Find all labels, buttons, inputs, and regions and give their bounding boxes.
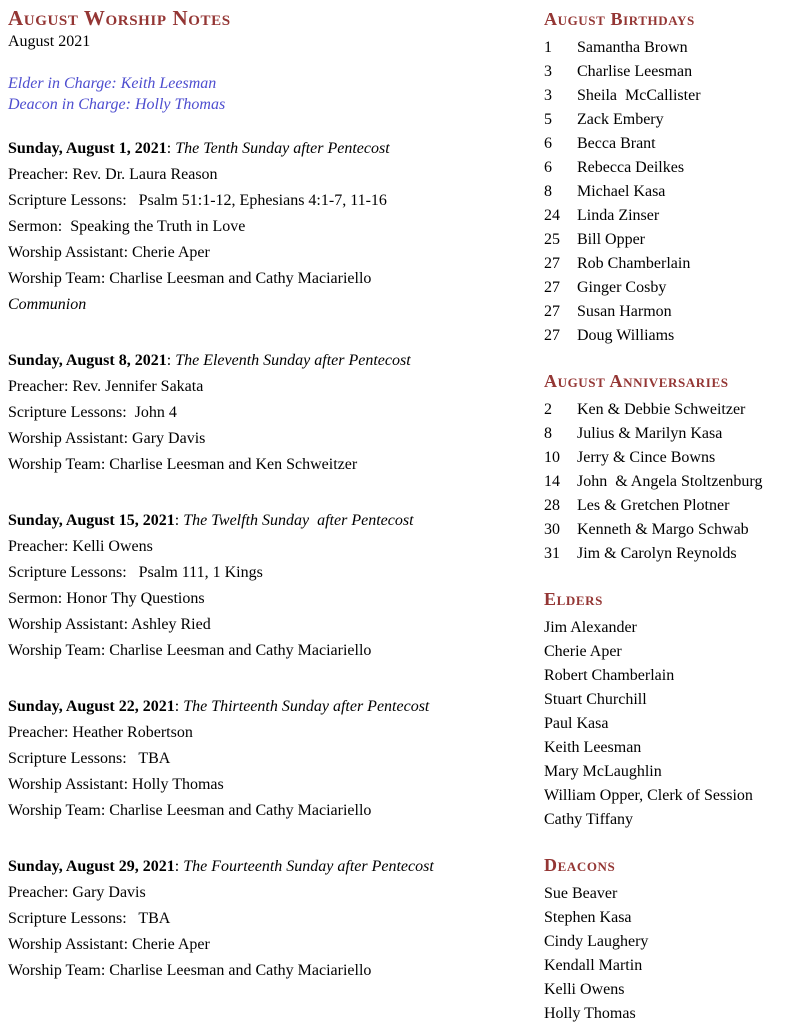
service-sunday-title: The Fourteenth Sunday after Pentecost <box>183 858 434 875</box>
august-anniversaries-day: 31 <box>544 545 560 562</box>
page-title: August Worship Notes <box>8 6 231 30</box>
august-birthdays-name: Rob Chamberlain <box>577 255 691 272</box>
service-detail-line: Preacher: Kelli Owens <box>8 538 153 555</box>
service-detail-line: Worship Team: Charlise Leesman and Cathy Maciariello <box>8 270 372 287</box>
august-anniversaries-row <box>544 518 796 542</box>
service-detail-line: Worship Team: Charlise Leesman and Cathy Maciariello <box>8 802 372 819</box>
august-birthdays-name: Susan Harmon <box>577 303 672 320</box>
august-anniversaries-name: Kenneth & Margo Schwab <box>577 521 749 538</box>
august-birthdays-row <box>544 324 796 348</box>
service-block <box>8 508 540 664</box>
august-anniversaries-section <box>544 368 796 566</box>
august-birthdays-row <box>544 60 796 84</box>
august-birthdays-day: 6 <box>544 135 552 152</box>
deacons-member-name: Cindy Laughery <box>544 933 649 950</box>
service-detail-line: Preacher: Gary Davis <box>8 884 146 901</box>
august-birthdays-day: 24 <box>544 207 560 224</box>
august-anniversaries-row <box>544 398 796 422</box>
august-birthdays-name: Ginger Cosby <box>577 279 667 296</box>
elders-member-name: Cathy Tiffany <box>544 811 634 828</box>
august-birthdays-row <box>544 204 796 228</box>
service-detail-line: Worship Team: Charlise Leesman and Cathy Maciariello <box>8 962 372 979</box>
august-birthdays-day: 1 <box>544 39 552 56</box>
august-anniversaries-name: Julius & Marilyn Kasa <box>577 425 723 442</box>
elders-member-name: Robert Chamberlain <box>544 667 675 684</box>
august-birthdays-row <box>544 300 796 324</box>
elders-member-name: William Opper, Clerk of Session <box>544 787 753 804</box>
august-anniversaries-name: Ken & Debbie Schweitzer <box>577 401 746 418</box>
service-detail-line: Worship Assistant: Gary Davis <box>8 430 206 447</box>
august-birthdays-name: Samantha Brown <box>577 39 688 56</box>
service-date-separator: : <box>166 140 176 157</box>
august-birthdays-heading: August Birthdays <box>544 9 695 29</box>
service-date: Sunday, August 8, 2021 <box>8 352 167 369</box>
service-sunday-title: The Thirteenth Sunday after Pentecost <box>183 698 430 715</box>
august-birthdays-row <box>544 156 796 180</box>
service-detail-line: Sermon: Speaking the Truth in Love <box>8 218 246 235</box>
service-heading <box>8 348 540 374</box>
august-anniversaries-row <box>544 422 796 446</box>
service-date-separator: : <box>166 352 176 369</box>
service-detail-line: Scripture Lessons: John 4 <box>8 404 177 421</box>
service-detail-line: Worship Team: Charlise Leesman and Ken Schweitzer <box>8 456 358 473</box>
august-birthdays-name: Charlise Leesman <box>577 63 693 80</box>
august-birthdays-row <box>544 108 796 132</box>
august-birthdays-day: 6 <box>544 159 552 176</box>
services-list <box>8 136 540 984</box>
august-anniversaries-heading: August Anniversaries <box>544 371 729 391</box>
deacons-member-name: Kelli Owens <box>544 981 625 998</box>
august-birthdays-row <box>544 276 796 300</box>
august-anniversaries-name: Les & Gretchen Plotner <box>577 497 730 514</box>
deacons-member-name: Kendall Martin <box>544 957 643 974</box>
august-birthdays-name: Rebecca Deilkes <box>577 159 685 176</box>
elders-section <box>544 586 796 832</box>
service-detail-line: Scripture Lessons: Psalm 111, 1 Kings <box>8 564 263 581</box>
august-anniversaries-row <box>544 470 796 494</box>
august-anniversaries-name: Jim & Carolyn Reynolds <box>577 545 737 562</box>
deacons-section <box>544 852 796 1026</box>
deacons-heading: Deacons <box>544 855 616 875</box>
service-date: Sunday, August 15, 2021 <box>8 512 175 529</box>
august-birthdays-day: 3 <box>544 63 552 80</box>
service-detail-line: Scripture Lessons: TBA <box>8 910 171 927</box>
service-block <box>8 694 540 824</box>
service-date-separator: : <box>174 858 184 875</box>
august-anniversaries-name: John & Angela Stoltzenburg <box>577 473 763 490</box>
august-birthdays-name: Zack Embery <box>577 111 664 128</box>
august-anniversaries-name: Jerry & Cince Bowns <box>577 449 716 466</box>
august-birthdays-row <box>544 36 796 60</box>
month-subtitle: August 2021 <box>8 33 91 50</box>
august-anniversaries-day: 28 <box>544 497 560 514</box>
service-block <box>8 136 540 318</box>
august-birthdays-name: Michael Kasa <box>577 183 666 200</box>
elders-heading: Elders <box>544 589 603 609</box>
august-birthdays-day: 27 <box>544 255 560 272</box>
august-birthdays-row <box>544 180 796 204</box>
august-birthdays-name: Linda Zinser <box>577 207 660 224</box>
service-detail-line: Scripture Lessons: TBA <box>8 750 171 767</box>
service-detail-line: Preacher: Rev. Jennifer Sakata <box>8 378 204 395</box>
elders-member-name: Keith Leesman <box>544 739 642 756</box>
august-birthdays-row <box>544 252 796 276</box>
elders-member-name: Stuart Churchill <box>544 691 647 708</box>
service-sunday-title: The Tenth Sunday after Pentecost <box>175 140 390 157</box>
august-birthdays-day: 25 <box>544 231 560 248</box>
rosters-column <box>540 6 796 1026</box>
service-detail-line: Preacher: Rev. Dr. Laura Reason <box>8 166 218 183</box>
august-anniversaries-row <box>544 446 796 470</box>
august-birthdays-day: 27 <box>544 327 560 344</box>
service-detail-line: Worship Assistant: Cherie Aper <box>8 244 210 261</box>
service-heading <box>8 694 540 720</box>
service-detail-line: Worship Assistant: Holly Thomas <box>8 776 224 793</box>
service-date: Sunday, August 1, 2021 <box>8 140 167 157</box>
august-anniversaries-row <box>544 542 796 566</box>
august-birthdays-section <box>544 6 796 348</box>
service-heading <box>8 508 540 534</box>
august-anniversaries-row <box>544 494 796 518</box>
august-birthdays-row <box>544 228 796 252</box>
august-birthdays-day: 27 <box>544 303 560 320</box>
elder-in-charge-line: Elder in Charge: Keith Leesman <box>8 75 217 92</box>
elders-member-name: Mary McLaughlin <box>544 763 662 780</box>
service-block <box>8 348 540 478</box>
service-detail-line: Sermon: Honor Thy Questions <box>8 590 205 607</box>
august-anniversaries-day: 2 <box>544 401 552 418</box>
worship-notes-column <box>8 6 540 1026</box>
service-detail-line: Worship Team: Charlise Leesman and Cathy Maciariello <box>8 642 372 659</box>
service-date-separator: : <box>174 512 184 529</box>
elders-member-name: Jim Alexander <box>544 619 637 636</box>
august-birthdays-day: 3 <box>544 87 552 104</box>
in-charge-block <box>8 73 540 115</box>
august-anniversaries-day: 14 <box>544 473 560 490</box>
elders-member-name: Cherie Aper <box>544 643 622 660</box>
service-block <box>8 854 540 984</box>
august-birthdays-name: Bill Opper <box>577 231 645 248</box>
august-birthdays-day: 5 <box>544 111 552 128</box>
august-birthdays-day: 8 <box>544 183 552 200</box>
service-detail-line: Scripture Lessons: Psalm 51:1-12, Ephesians 4:1-7, 11-16 <box>8 192 387 209</box>
deacons-member-name: Sue Beaver <box>544 885 618 902</box>
service-detail-line: Worship Assistant: Cherie Aper <box>8 936 210 953</box>
august-birthdays-row <box>544 132 796 156</box>
deacons-member-name: Stephen Kasa <box>544 909 632 926</box>
service-heading <box>8 136 540 162</box>
service-detail-line: Worship Assistant: Ashley Ried <box>8 616 211 633</box>
august-anniversaries-day: 10 <box>544 449 560 466</box>
august-birthdays-name: Doug Williams <box>577 327 675 344</box>
august-anniversaries-day: 30 <box>544 521 560 538</box>
august-birthdays-name: Sheila McCallister <box>577 87 701 104</box>
august-birthdays-name: Becca Brant <box>577 135 656 152</box>
service-date: Sunday, August 22, 2021 <box>8 698 175 715</box>
deacon-in-charge-line: Deacon in Charge: Holly Thomas <box>8 96 226 113</box>
service-detail-line: Preacher: Heather Robertson <box>8 724 193 741</box>
august-birthdays-row <box>544 84 796 108</box>
august-anniversaries-day: 8 <box>544 425 552 442</box>
service-sunday-title: The Twelfth Sunday after Pentecost <box>183 512 414 529</box>
deacons-member-name: Holly Thomas <box>544 1005 636 1022</box>
elders-member-name: Paul Kasa <box>544 715 609 732</box>
service-sunday-title: The Eleventh Sunday after Pentecost <box>175 352 411 369</box>
service-date: Sunday, August 29, 2021 <box>8 858 175 875</box>
service-note: Communion <box>8 296 87 313</box>
service-date-separator: : <box>174 698 184 715</box>
august-birthdays-day: 27 <box>544 279 560 296</box>
service-heading <box>8 854 540 880</box>
